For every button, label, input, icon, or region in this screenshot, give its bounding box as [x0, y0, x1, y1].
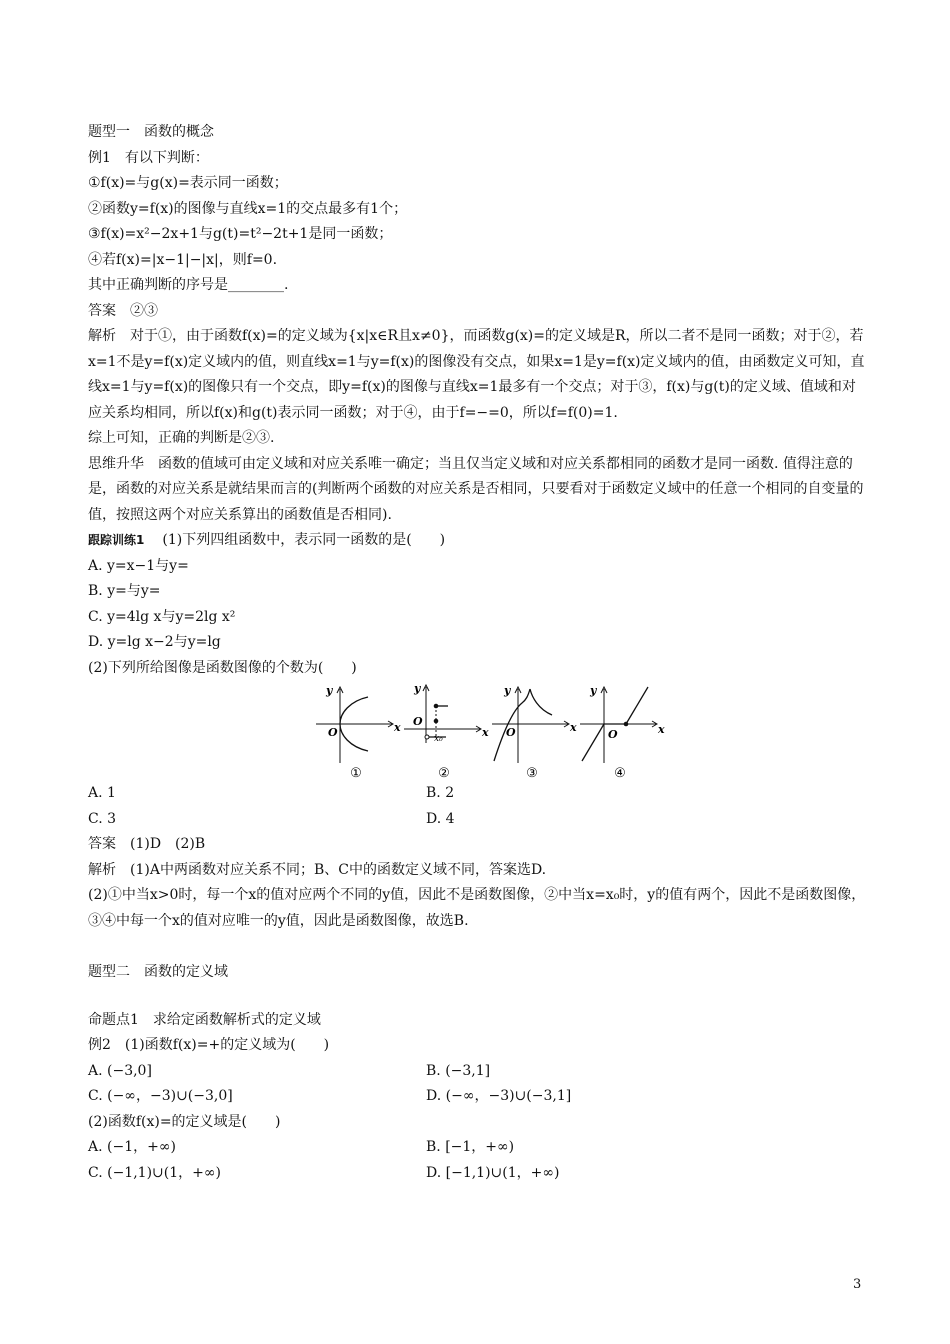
example-1-item-4: ④若f(x)=|x−1|−|x|，则f=0.	[88, 251, 278, 268]
fig4-y-label: y	[590, 684, 597, 697]
track-q2-options-row-1	[88, 781, 868, 807]
fig3-x-label: x	[570, 721, 577, 734]
section-title-2: 题型二 函数的定义域	[88, 964, 228, 980]
page-number: 3	[853, 1277, 862, 1292]
track-q1-option-d: D. y=lg x−2与y=lg	[88, 634, 221, 650]
fig3-y-label: y	[504, 684, 511, 697]
fig4-origin-label: O	[608, 728, 618, 741]
graph-figure-1	[310, 681, 402, 781]
example-2-q2-options-row-2	[88, 1161, 868, 1187]
section-title-1: 题型一 函数的概念	[88, 124, 214, 140]
fig1-y-label: y	[326, 684, 333, 697]
example-1-item-1: ①f(x)=与g(x)=表示同一函数；	[88, 175, 288, 191]
fig1-caption: ①	[350, 766, 362, 781]
fig2-y-label: y	[414, 682, 421, 695]
example-1-item-2: ②函数y=f(x)的图像与直线x=1的交点最多有1个；	[88, 200, 408, 217]
track-q1-option-a: A. y=x−1与y=	[88, 557, 189, 574]
example-2-q2: (2)函数f(x)=的定义域是( )	[88, 1113, 281, 1130]
track-q1-text: (1)下列四组函数中，表示同一函数的是( )	[162, 532, 446, 548]
fig1-origin-label: O	[328, 726, 338, 739]
track-analysis-1: 解析 (1)A中两函数对应关系不同；B、C中的函数定义域不同，答案选D.	[88, 861, 547, 878]
example-2-q1-option-c: C. (−∞，−3)∪(−3,0]	[88, 1088, 233, 1104]
fig4-point	[624, 722, 629, 727]
page-content	[88, 120, 868, 1186]
graph-figure-4	[574, 681, 666, 781]
track-q2-option-d: D. 4	[426, 810, 455, 827]
track-label: 跟踪训练1	[88, 533, 145, 547]
fig2-x0-label: x₀	[434, 734, 443, 744]
track-q1-option-c: C. y=4lg x与y=2lg x²	[88, 608, 236, 625]
fig4-x-label: x	[658, 723, 665, 736]
track-q2-option-b: B. 2	[426, 785, 455, 801]
example-1-analysis: 解析 对于①，由于函数f(x)=的定义域为{x|x∈R且x≠0}，而函数g(x)=的定义域是R，所以二者不是同一函数；对于②，若x=1不是y=f(x)定义域内的值，则直线x=1与y=f(x)的图像没有交点，如果x=1是y=f(x)定义域内的值，由函数定义可知，直线x=1与y=f(x)的图像只有一个交点，即y=f(x)的图像与直线x=1最多有一个交点；对于③，f(x)与g(t)的定义域、值域和对应关系均相同，所以f(x)和g(t)表示同一函数；对于④，由于f=−=0，所以f=f(0)=1.	[88, 328, 865, 421]
fig3-caption: ③	[526, 766, 538, 781]
track-q1	[88, 528, 868, 554]
example-2-q2-option-d: D. [−1,1)∪(1，+∞)	[426, 1164, 560, 1181]
fig2-point-mid	[434, 719, 439, 724]
fig1-x-label: x	[394, 721, 401, 734]
example-1-question: 其中正确判断的序号是________.	[88, 277, 289, 293]
example-2-q1-option-d: D. (−∞，−3)∪(−3,1]	[426, 1088, 572, 1104]
track-q2-options-row-2	[88, 807, 868, 833]
example-2-q2-option-a: A. (−1，+∞)	[88, 1139, 176, 1155]
graph-figure-3	[486, 681, 578, 781]
example-2-q2-option-c: C. (−1,1)∪(1，+∞)	[88, 1164, 221, 1181]
track-q2-option-c: C. 3	[88, 810, 117, 827]
example-2-q1-option-b: B. (−3,1]	[426, 1062, 491, 1079]
example-2-q1-options-row-1	[88, 1059, 868, 1085]
track-analysis-2: (2)①中当x>0时，每一个x的值对应两个不同的y值，因此不是函数图像，②中当x=x₀时，y的值有两个，因此不是函数图像，③④中每一个x的值对应唯一的y值，因此是函数图像，故选B.	[88, 887, 866, 929]
example-2-q2-options-row-1	[88, 1135, 868, 1161]
example-1-title: 例1 有以下判断：	[88, 149, 209, 166]
example-2-q1-option-a: A. (−3,0]	[88, 1062, 152, 1079]
fig2-caption: ②	[438, 766, 450, 781]
example-2-q2-option-b: B. [−1，+∞)	[426, 1139, 515, 1155]
fig2-x-label: x	[482, 726, 489, 739]
track-q1-option-b: B. y=与y=	[88, 583, 161, 599]
fig2-point-open	[425, 735, 429, 739]
graph-figure-2	[398, 681, 490, 781]
fig2-point-top	[434, 704, 439, 709]
track-answer: 答案 (1)D (2)B	[88, 836, 206, 852]
fig4-caption: ④	[614, 766, 626, 781]
fig2-origin-label: O	[413, 715, 423, 728]
thinking-note: 思维升华 函数的值域可由定义域和对应关系唯一确定；当且仅当定义域和对应关系都相同的函数才是同一函数. 值得注意的是，函数的对应关系是就结果而言的(判断两个函数的对应关系是否相同，只要看对于函数定义域中的任意一个相同的自变量的值，按照这两个对应关系算出的函数值是否相同).	[88, 455, 864, 523]
example-2-q1: 例2 (1)函数f(x)=+的定义域为( )	[88, 1037, 330, 1053]
track-q2: (2)下列所给图像是函数图像的个数为( )	[88, 659, 357, 676]
example-1-item-3: ③f(x)=x²−2x+1与g(t)=t²−2t+1是同一函数；	[88, 226, 393, 242]
example-2-q1-options-row-2	[88, 1084, 868, 1110]
example-1-summary: 综上可知，正确的判断是②③.	[88, 430, 275, 446]
example-1-answer: 答案 ②③	[88, 302, 158, 319]
graph-figures	[88, 681, 868, 781]
track-q2-option-a: A. 1	[88, 785, 116, 801]
section-2-subtitle: 命题点1 求给定函数解析式的定义域	[88, 1011, 321, 1028]
fig3-origin-label: O	[506, 726, 516, 739]
